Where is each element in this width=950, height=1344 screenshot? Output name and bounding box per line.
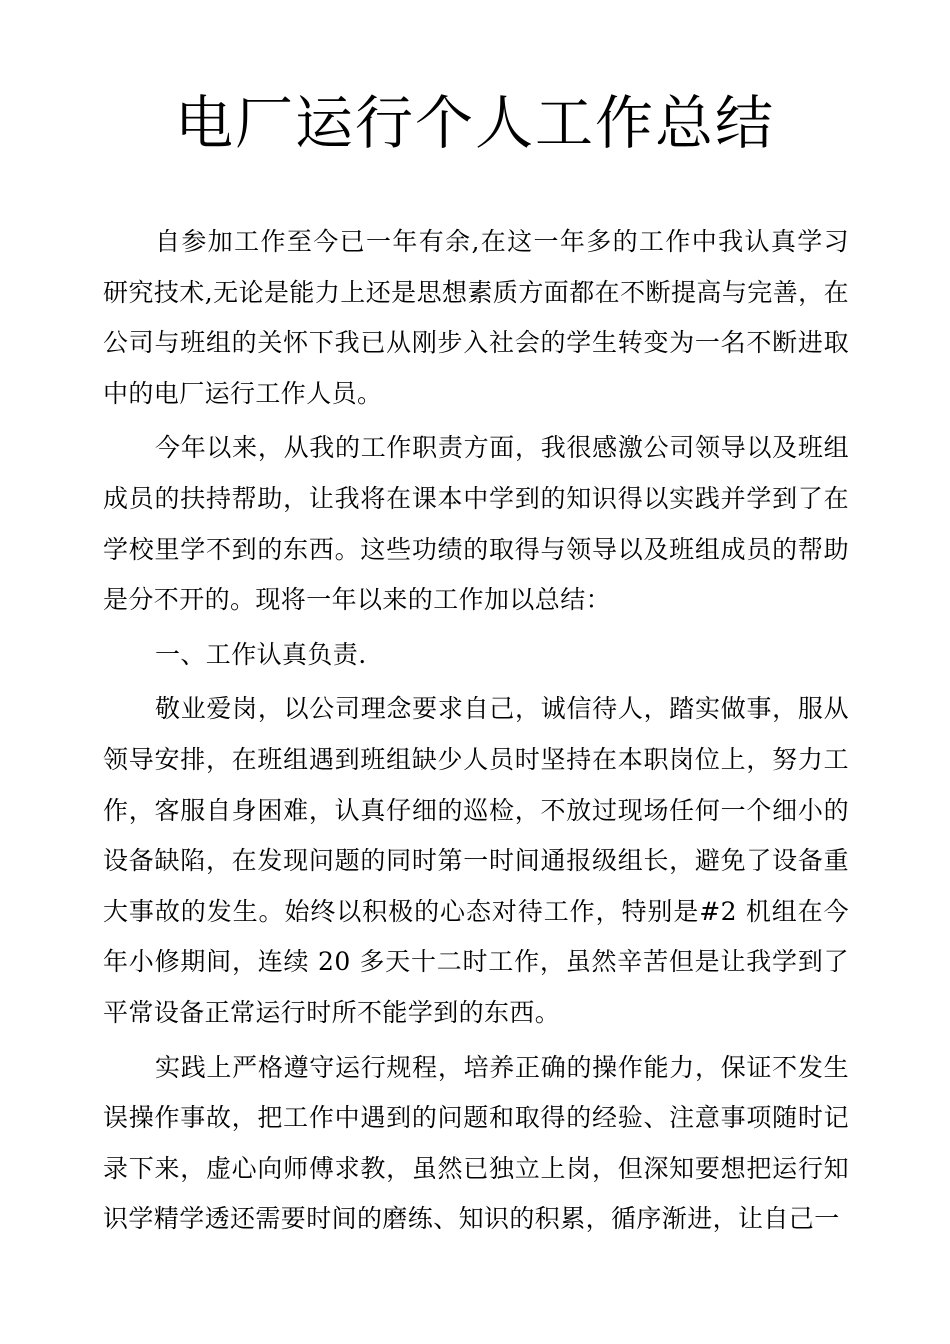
document-body xyxy=(103,217,849,1249)
paragraph-intro: 自参加工作至今已一年有余,在这一年多的工作中我认真学习研究技术,无论是能力上还是思想素质方面都在不断提高与完善，在公司与班组的关怀下我已从刚步入社会的学生转变为一名不断进取中的电厂运行工作人员。 xyxy=(103,227,849,408)
paragraph-practice: 实践上严格遵守运行规程，培养正确的操作能力，保证不发生误操作事故，把工作中遇到的问题和取得的经验、注意事项随时记录下来，虚心向师傅求教，虽然已独立上岗，但深知要想把运行知识学精学透还需要时间的磨练、知识的积累，循序渐进，让自己一 xyxy=(103,1052,849,1234)
section-heading-1: 一、工作认真负责. xyxy=(155,639,367,669)
paragraph-thanks: 今年以来，从我的工作职责方面，我很感激公司领导以及班组成员的扶持帮助，让我将在课本中学到的知识得以实践并学到了在学校里学不到的东西。这些功绩的取得与领导以及班组成员的帮助是分不开的。现将一年以来的工作加以总结： xyxy=(103,433,849,615)
paragraph-dedication: 敬业爱岗，以公司理念要求自己，诚信待人，踏实做事，服从领导安排，在班组遇到班组缺少人员时坚持在本职岗位上，努力工作，客服自身困难，认真仔细的巡检，不放过现场任何一个细小的设备缺陷，在发现问题的同时第一时间通报级组长，避免了设备重大事故的发生。始终以积极的心态对待工作，特别是#2 机组在今年小修期间，连续 20 多天十二时工作，虽然辛苦但是让我学到了平常设备正常运行时所不能学到的东西。 xyxy=(103,694,849,1027)
document-title: 电厂运行个人工作总结 xyxy=(174,89,775,157)
